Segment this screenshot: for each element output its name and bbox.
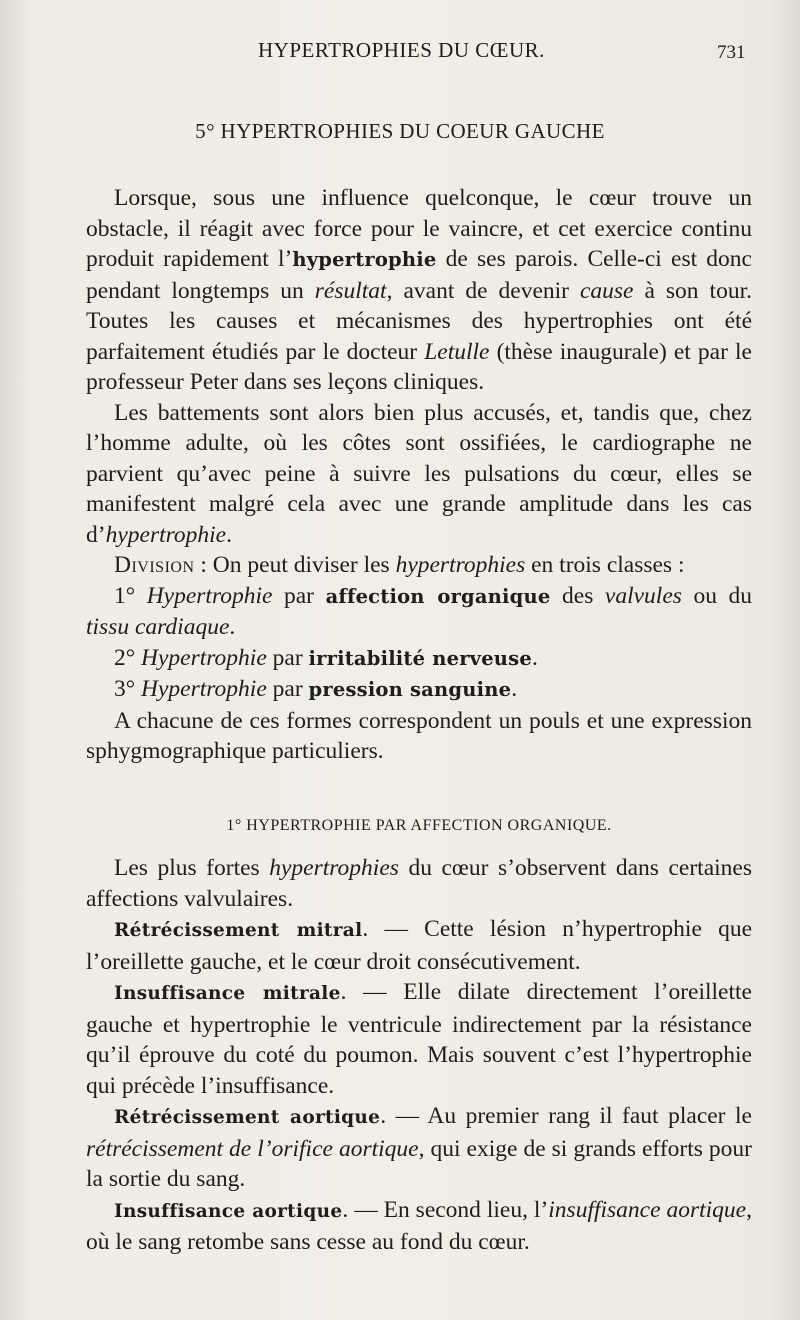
class-item-2 xyxy=(86,643,752,675)
text-run: à son tour. Toutes les causes et mécanismes des hypertrophies ont été parfaitement étudiés par le docteur xyxy=(86,277,752,365)
italic-term: hypertrophies xyxy=(269,855,399,881)
paragraph-insuffisance-aortique xyxy=(86,1195,752,1258)
text-run: en trois classes : xyxy=(525,552,685,578)
bold-term: Insuffisance mitrale xyxy=(114,983,341,1004)
italic-term: résultat xyxy=(314,277,387,304)
text-run: Les plus fortes xyxy=(114,855,270,881)
paragraph-battements xyxy=(86,398,752,551)
text-run: (thèse inaugurale) et par le professeur Peter dans ses leçons cliniques. xyxy=(86,338,752,395)
italic-term: tissu cardiaque xyxy=(86,614,230,640)
body-text xyxy=(86,183,752,1258)
bold-term: irritabilité nerveuse xyxy=(308,646,532,670)
text-run: . xyxy=(229,614,236,640)
section-heading: 5° HYPERTROPHIES DU COEUR GAUCHE xyxy=(195,119,605,143)
text-run: . xyxy=(531,644,538,671)
text-run: du cœur s’observent dans certaines affections valvulaires. xyxy=(86,855,752,912)
paragraph-intro xyxy=(86,183,752,398)
bold-term: Insuffisance aortique xyxy=(114,1200,343,1222)
italic-term: Letulle xyxy=(424,338,490,365)
text-run: . — Cette lésion n’hypertrophie que l’oreillette gauche, et le cœur droit consécutivement. xyxy=(86,916,752,975)
bold-term: pression sanguine xyxy=(308,678,512,701)
paragraph-retrecissement-aortique xyxy=(86,1101,752,1195)
italic-term: insuffisance aortique xyxy=(548,1196,747,1223)
text-run: de ses parois. Celle-ci est donc pendant longtemps un xyxy=(86,246,752,304)
bold-term: affection organique xyxy=(325,584,551,608)
subsection-heading: 1° HYPERTROPHIE PAR AFFECTION ORGANIQUE. xyxy=(226,816,612,834)
division-label: Division xyxy=(114,552,195,578)
class-number: 2° xyxy=(114,644,142,671)
text-run: : On peut diviser les xyxy=(194,552,396,578)
italic-term: valvules xyxy=(604,582,682,609)
class-number: 3° xyxy=(114,676,142,702)
text-run: . — En second lieu, l’ xyxy=(342,1196,549,1223)
text-run: des xyxy=(550,582,605,609)
paragraph-insuffisance-mitrale xyxy=(86,977,752,1101)
paragraph-formes: A chacune de ces formes correspondent un pouls et une expression sphygmographique particuliers. xyxy=(86,707,752,764)
text-run: , avant de devenir xyxy=(386,277,580,304)
bold-term: Rétrécissement aortique xyxy=(114,1107,381,1128)
page-number: 731 xyxy=(717,42,746,63)
running-title: HYPERTROPHIES DU CŒUR. xyxy=(258,38,545,62)
text-run: . xyxy=(226,521,232,548)
italic-term: Hypertrophie xyxy=(141,676,267,702)
italic-term: hypertrophie xyxy=(105,521,227,548)
bold-term: hypertrophie xyxy=(292,248,437,271)
italic-term: hypertrophies xyxy=(395,552,526,578)
italic-term: cause xyxy=(579,277,634,304)
text-run: . — Au premier rang il faut placer le xyxy=(380,1103,752,1129)
paragraph-fortes xyxy=(86,853,752,914)
text-run: Lorsque, sous une influence quelconque, le cœur trouve un obstacle, il réagit avec force pour le vaincre, et cet exercice continu produit rapidement l’ xyxy=(86,185,752,272)
text-run: par xyxy=(266,676,309,702)
text-run: , qui exige de si grands efforts pour la sortie du sang. xyxy=(86,1135,752,1192)
bold-term: Rétrécissement mitral xyxy=(114,920,363,941)
text-run: Les battements sont alors bien plus accusés, et, tandis que, chez l’homme adulte, où les côtes sont ossifiées, le cardiographe ne parvient qu’avec peine à suivre les pulsations du cœur, elles se manifestent malgré cela avec une grande amplitude dans les cas d’ xyxy=(86,399,752,548)
paragraph-retrecissement-mitral xyxy=(86,914,752,977)
page-header xyxy=(0,34,800,70)
italic-term: Hypertrophie xyxy=(146,582,273,609)
text-run: par xyxy=(266,644,309,671)
paragraph-division xyxy=(86,550,752,581)
class-item-3 xyxy=(86,674,752,706)
class-number: 1° xyxy=(114,582,147,609)
text-run: . xyxy=(511,676,518,702)
text-run: ou du xyxy=(681,582,753,609)
italic-term: rétrécissement de l’orifice aortique xyxy=(86,1135,419,1162)
class-item-1 xyxy=(86,581,752,643)
text-run: . — Elle dilate directement l’oreillette gauche et hypertrophie le ventricule indirectement par la résistance qu’il éprouve du coté du poumon. Mais souvent c’est l’hypertrophie qui précède l’insuffisance. xyxy=(86,979,752,1099)
text-run: , où le sang retombe sans cesse au fond du cœur. xyxy=(86,1196,752,1255)
italic-term: Hypertrophie xyxy=(141,644,267,671)
text-run: par xyxy=(272,582,326,609)
